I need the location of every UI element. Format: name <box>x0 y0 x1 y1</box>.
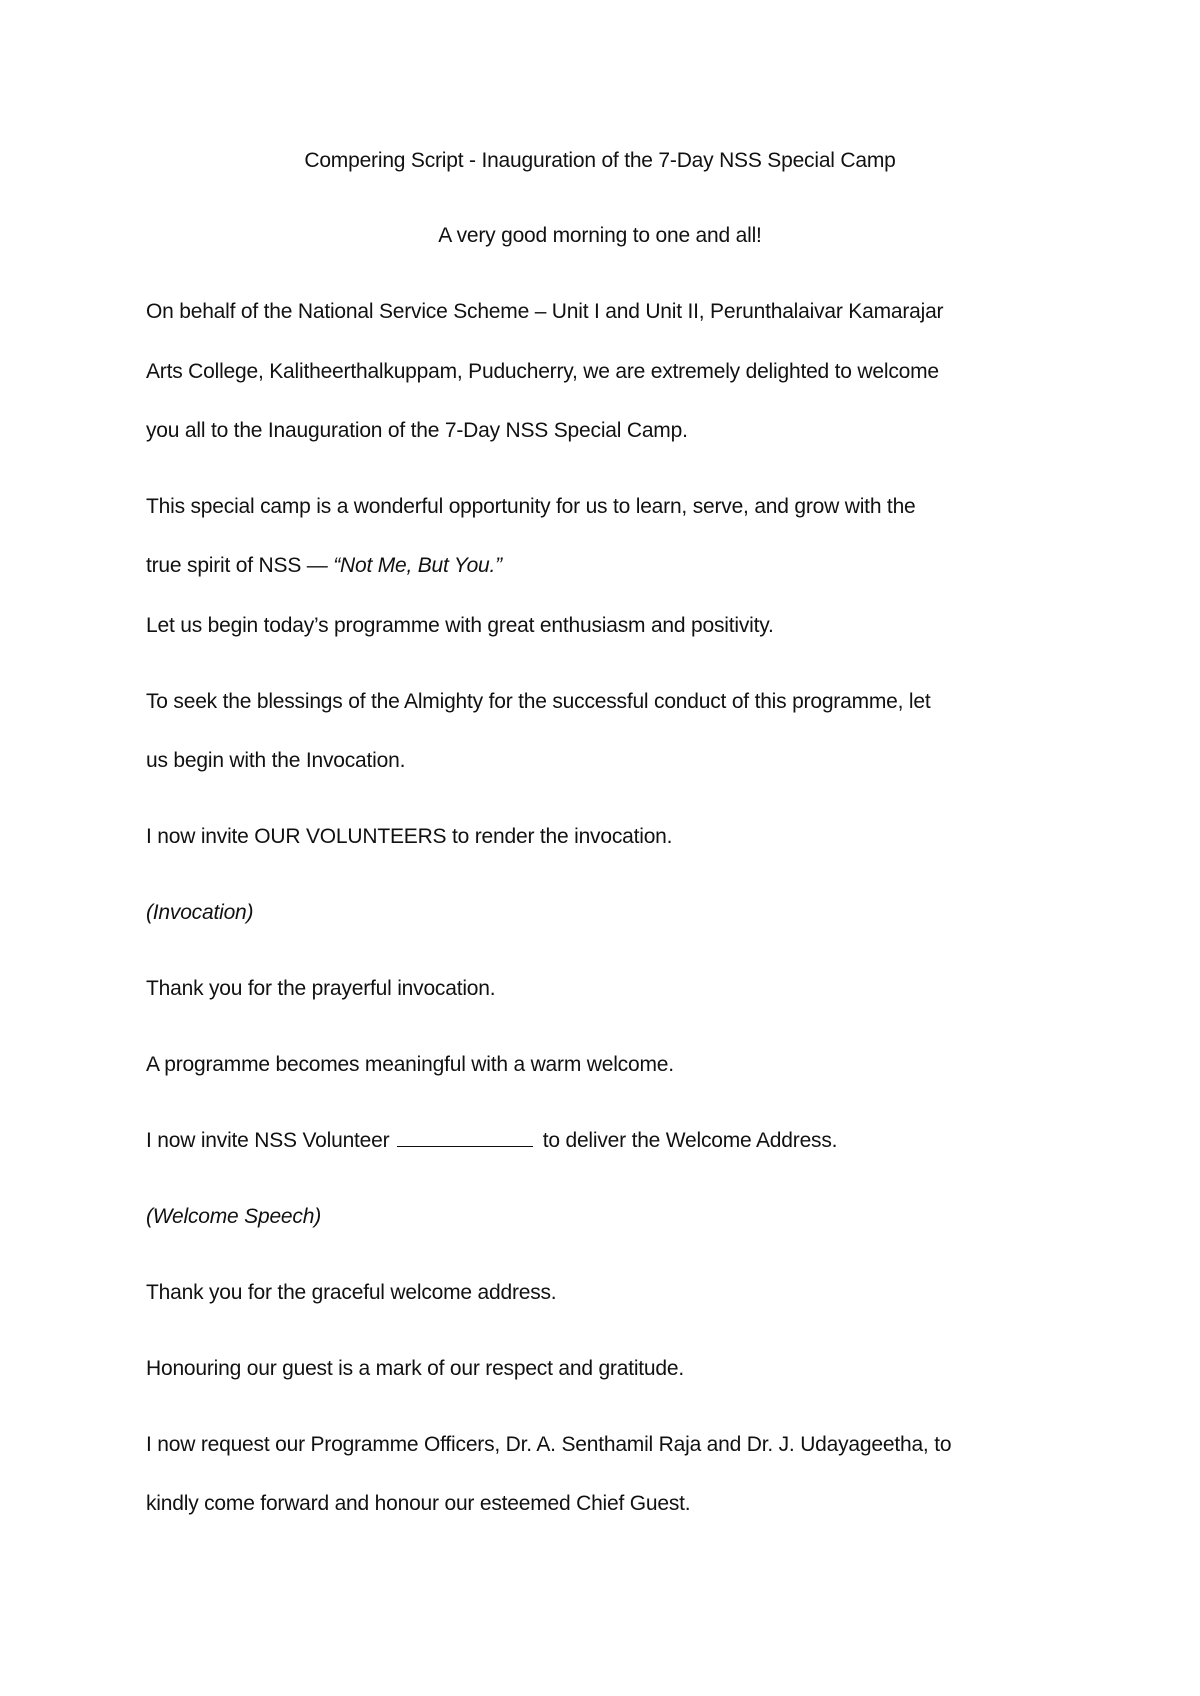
paragraph-line <box>146 552 502 580</box>
nss-motto: “Not Me, But You.” <box>333 554 502 577</box>
welcome-thanks: Thank you for the graceful welcome address. <box>146 1281 557 1304</box>
volunteer-name-blank <box>397 1128 533 1147</box>
welcome-invite-prefix: I now invite NSS Volunteer <box>146 1129 390 1152</box>
spirit-text: true spirit of NSS — <box>146 554 334 577</box>
paragraph-line: I now request our Programme Officers, Dr. A. Senthamil Raja and Dr. J. Udayageetha, to <box>146 1433 952 1456</box>
paragraph-line: Let us begin today’s programme with great enthusiasm and positivity. <box>146 614 774 637</box>
paragraph-line: Arts College, Kalitheerthalkuppam, Puducherry, we are extremely delighted to welcome <box>146 360 939 383</box>
invocation-thanks: Thank you for the prayerful invocation. <box>146 977 496 1000</box>
welcome-intro: A programme becomes meaningful with a warm welcome. <box>146 1053 674 1076</box>
paragraph-line: This special camp is a wonderful opportunity for us to learn, serve, and grow with the <box>146 495 916 518</box>
invocation-invite: I now invite OUR VOLUNTEERS to render the invocation. <box>146 825 673 848</box>
honour-intro: Honouring our guest is a mark of our respect and gratitude. <box>146 1357 685 1380</box>
stage-direction-invocation: (Invocation) <box>146 901 254 924</box>
document-title: Compering Script - Inauguration of the 7-Day NSS Special Camp <box>304 149 896 172</box>
welcome-invite-suffix: to deliver the Welcome Address. <box>542 1129 838 1152</box>
stage-direction-welcome: (Welcome Speech) <box>146 1205 321 1228</box>
welcome-invite <box>146 1127 837 1155</box>
greeting: A very good morning to one and all! <box>438 224 762 247</box>
paragraph-line: you all to the Inauguration of the 7-Day NSS Special Camp. <box>146 419 688 442</box>
paragraph-line: On behalf of the National Service Scheme – Unit I and Unit II, Perunthalaivar Kamarajar <box>146 300 944 323</box>
paragraph-line: To seek the blessings of the Almighty for the successful conduct of this programme, let <box>146 690 931 713</box>
paragraph-line: kindly come forward and honour our esteemed Chief Guest. <box>146 1492 691 1515</box>
paragraph-line: us begin with the Invocation. <box>146 749 406 772</box>
